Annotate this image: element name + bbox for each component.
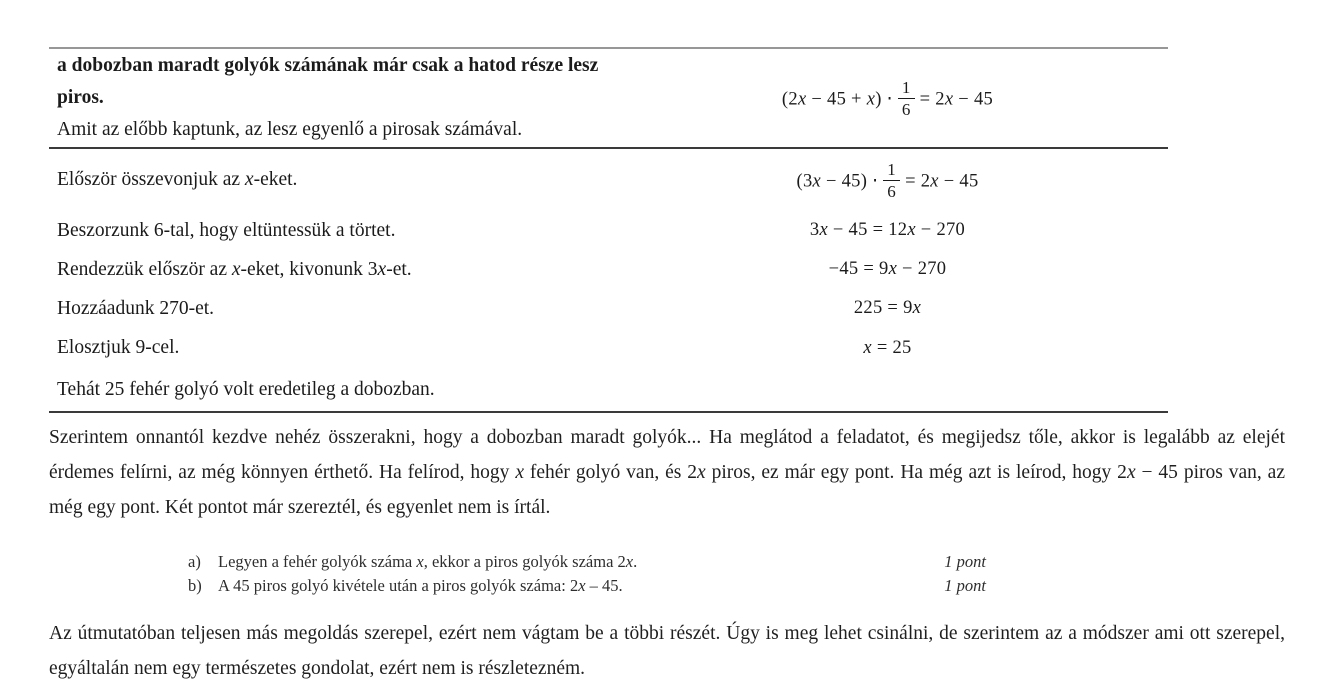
statement-bold: a dobozban maradt golyók számának már csak a hatod része lesz piros.	[57, 55, 599, 108]
step-row	[49, 250, 1168, 289]
step-equation-cell	[607, 259, 1168, 280]
step-equation: −45 = 9x − 270	[828, 259, 947, 279]
step-text: Először összevonjuk az x-eket.	[57, 169, 298, 190]
commentary-paragraph: Szerintem onnantól kezdve nehéz összerakni, hogy a dobozban maradt golyók... Ha meglátod a feladatot, és megijedsz tőle, akkor is legalább az elejét érdemes felírni, az még könnyen érthető. Ha felírod, hogy x fehér golyó van, és 2x piros, ez már egy pont. Ha még azt is leírod, hogy 2x − 45 piros van, az még egy pont. Két pontot már szereztél, és egyenlet nem is írtál.	[49, 427, 1285, 518]
step-equation: 225 = 9x	[853, 298, 922, 318]
step-text: Tehát 25 fehér golyó volt eredetileg a dobozban.	[57, 378, 435, 400]
step-row	[49, 328, 1168, 368]
excerpt-item-label: b)	[188, 576, 202, 595]
solution-steps	[49, 149, 1168, 413]
step-equation-cell	[607, 161, 1168, 200]
excerpt-item-points: 1 pont	[944, 552, 986, 571]
equation-main	[782, 79, 993, 118]
header-statement-cell	[49, 49, 607, 147]
step-equation	[796, 161, 978, 200]
solution-table	[49, 47, 1168, 413]
statement-normal: Amit az előbb kaptunk, az lesz egyenlő a pirosak számával.	[57, 119, 523, 140]
step-equation: 3x − 45 = 12x − 270	[809, 220, 966, 240]
step-equation-pre: (3x − 45) ⋅	[796, 170, 879, 191]
table-header-row	[49, 49, 1168, 149]
step-equation-cell	[607, 298, 1168, 319]
step-text: Rendezzük először az x-eket, kivonunk 3x-et.	[57, 258, 412, 280]
excerpt-item-label: a)	[188, 552, 201, 571]
fraction-one-sixth: $\frac{1}{6}$	[898, 79, 915, 118]
step-equation: x = 25	[863, 337, 912, 358]
step-text: Beszorzunk 6-tal, hogy eltüntessük a törtet.	[57, 219, 396, 241]
step-equation-cell	[607, 220, 1168, 241]
equation-main-pre: (2x − 45 + x) ⋅	[781, 88, 893, 109]
fraction-one-sixth: $\frac{1}{6}$	[883, 161, 900, 200]
header-equation-cell	[607, 49, 1168, 147]
step-text: Elosztjuk 9-cel.	[57, 337, 180, 358]
step-text: Hozzáadunk 270-et.	[57, 297, 215, 319]
step-equation-post: = 2x − 45	[905, 170, 979, 191]
step-equation-cell	[607, 338, 1168, 359]
excerpt-item-text: A 45 piros golyó kivétele után a piros golyók száma: 2x – 45.	[218, 576, 623, 595]
excerpt-item-text: Legyen a fehér golyók száma x, ekkor a piros golyók száma 2x.	[218, 552, 638, 571]
step-row	[49, 149, 1168, 211]
step-row	[49, 211, 1168, 250]
closing-paragraph: Az útmutatóban teljesen más megoldás szerepel, ezért nem vágtam be a többi részét. Úgy is meg lehet csinálni, de szerintem az a módszer ami ott szerepel, egyáltalán nem egy természetes gondolat, ezért nem is részletezném.	[49, 623, 1285, 679]
excerpt-item	[188, 550, 986, 574]
step-row	[49, 289, 1168, 328]
step-row	[49, 368, 1168, 411]
equation-main-post: = 2x − 45	[919, 88, 994, 109]
excerpt-item-points: 1 pont	[944, 576, 986, 595]
excerpt-item	[188, 574, 986, 598]
scoring-guide-excerpt	[188, 550, 986, 598]
